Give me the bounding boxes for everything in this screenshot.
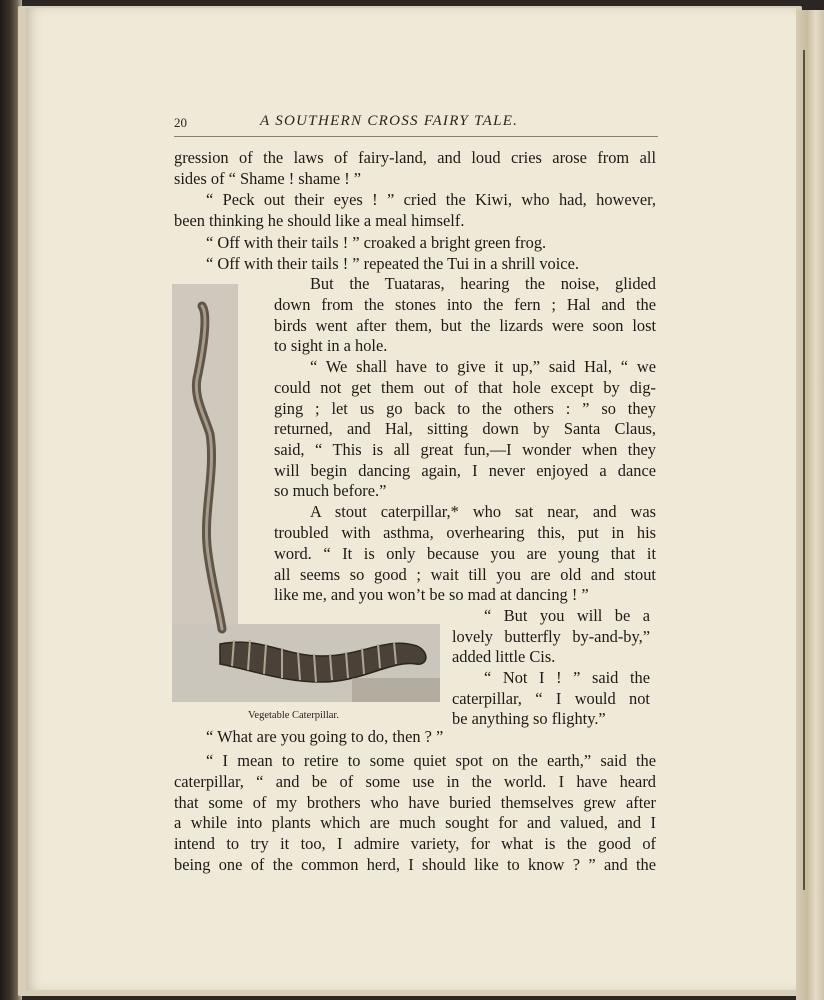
text-line: will begin dancing again, I never enjoyed a dance (274, 461, 656, 480)
text-line: be anything so flighty.” (452, 709, 606, 728)
text-line: returned, and Hal, sitting down by Santa Claus, (274, 419, 656, 438)
text-line: down from the stones into the fern ; Hal and the (274, 295, 656, 314)
text-line: could not get them out of that hole except by dig- (274, 378, 656, 397)
text-line: “ I mean to retire to some quiet spot on the earth,” said the (206, 751, 656, 770)
header-rule (174, 136, 658, 137)
text-line: “ Peck out their eyes ! ” cried the Kiwi, who had, however, (206, 190, 656, 209)
text-line: “ Off with their tails ! ” repeated the Tui in a shrill voice. (206, 254, 579, 273)
text-line: “ What are you going to do, then ? ” (206, 727, 444, 746)
text-line: “ Off with their tails ! ” croaked a bright green frog. (206, 233, 547, 252)
text-line: caterpillar, “ I would not (452, 689, 650, 708)
text-line: said, “ This is all great fun,—I wonder when they (274, 440, 656, 459)
text-line: troubled with asthma, overhearing this, put in his (274, 523, 656, 542)
text-line: all seems so good ; wait till you are old and stout (274, 565, 656, 584)
text-line: that some of my brothers who have buried themselves grew after (174, 793, 656, 812)
text-line: “ We shall have to give it up,” said Hal, “ we (310, 357, 656, 376)
text-line: birds went after them, but the lizards were soon lost (274, 316, 656, 335)
page-header (174, 113, 664, 135)
page-number: 20 (174, 115, 187, 130)
text-line: a while into plants which are much sought for and valued, and I (174, 813, 656, 832)
text-line: ging ; let us go back to the others : ” so they (274, 399, 656, 418)
text-line: been thinking he should like a meal himself. (174, 211, 465, 230)
text-line: “ But you will be a (484, 606, 650, 625)
text-line: “ Not I ! ” said the (484, 668, 650, 687)
text-line: gression of the laws of fairy-land, and loud cries arose from all (174, 148, 656, 167)
text-line: intend to try it too, I admire variety, for what is the good of (174, 834, 656, 853)
running-head: A SOUTHERN CROSS FAIRY TALE. (260, 113, 519, 129)
text-line: But the Tuataras, hearing the noise, glided (310, 274, 656, 293)
text-line: A stout caterpillar,* who sat near, and was (310, 502, 656, 521)
page-edge-line (803, 50, 805, 890)
caterpillar-drawing (172, 284, 440, 702)
vegetable-caterpillar-illustration (172, 284, 440, 702)
text-line: lovely butterfly by-and-by,” (452, 627, 650, 646)
text-line: so much before.” (274, 481, 387, 500)
text-line: sides of “ Shame ! shame ! ” (174, 169, 362, 188)
text-line: added little Cis. (452, 647, 556, 666)
text-line: like me, and you won’t be so mad at dancing ! ” (274, 585, 589, 604)
figure-caption: Vegetable Caterpillar. (248, 710, 339, 721)
text-line: caterpillar, “ and be of some use in the world. I have heard (174, 772, 656, 791)
text-line: word. “ It is only because you are young that it (274, 544, 656, 563)
text-line: to sight in a hole. (274, 336, 388, 355)
right-page-edge (796, 10, 824, 1000)
text-line: being one of the common herd, I should like to know ? ” and the (174, 855, 656, 874)
